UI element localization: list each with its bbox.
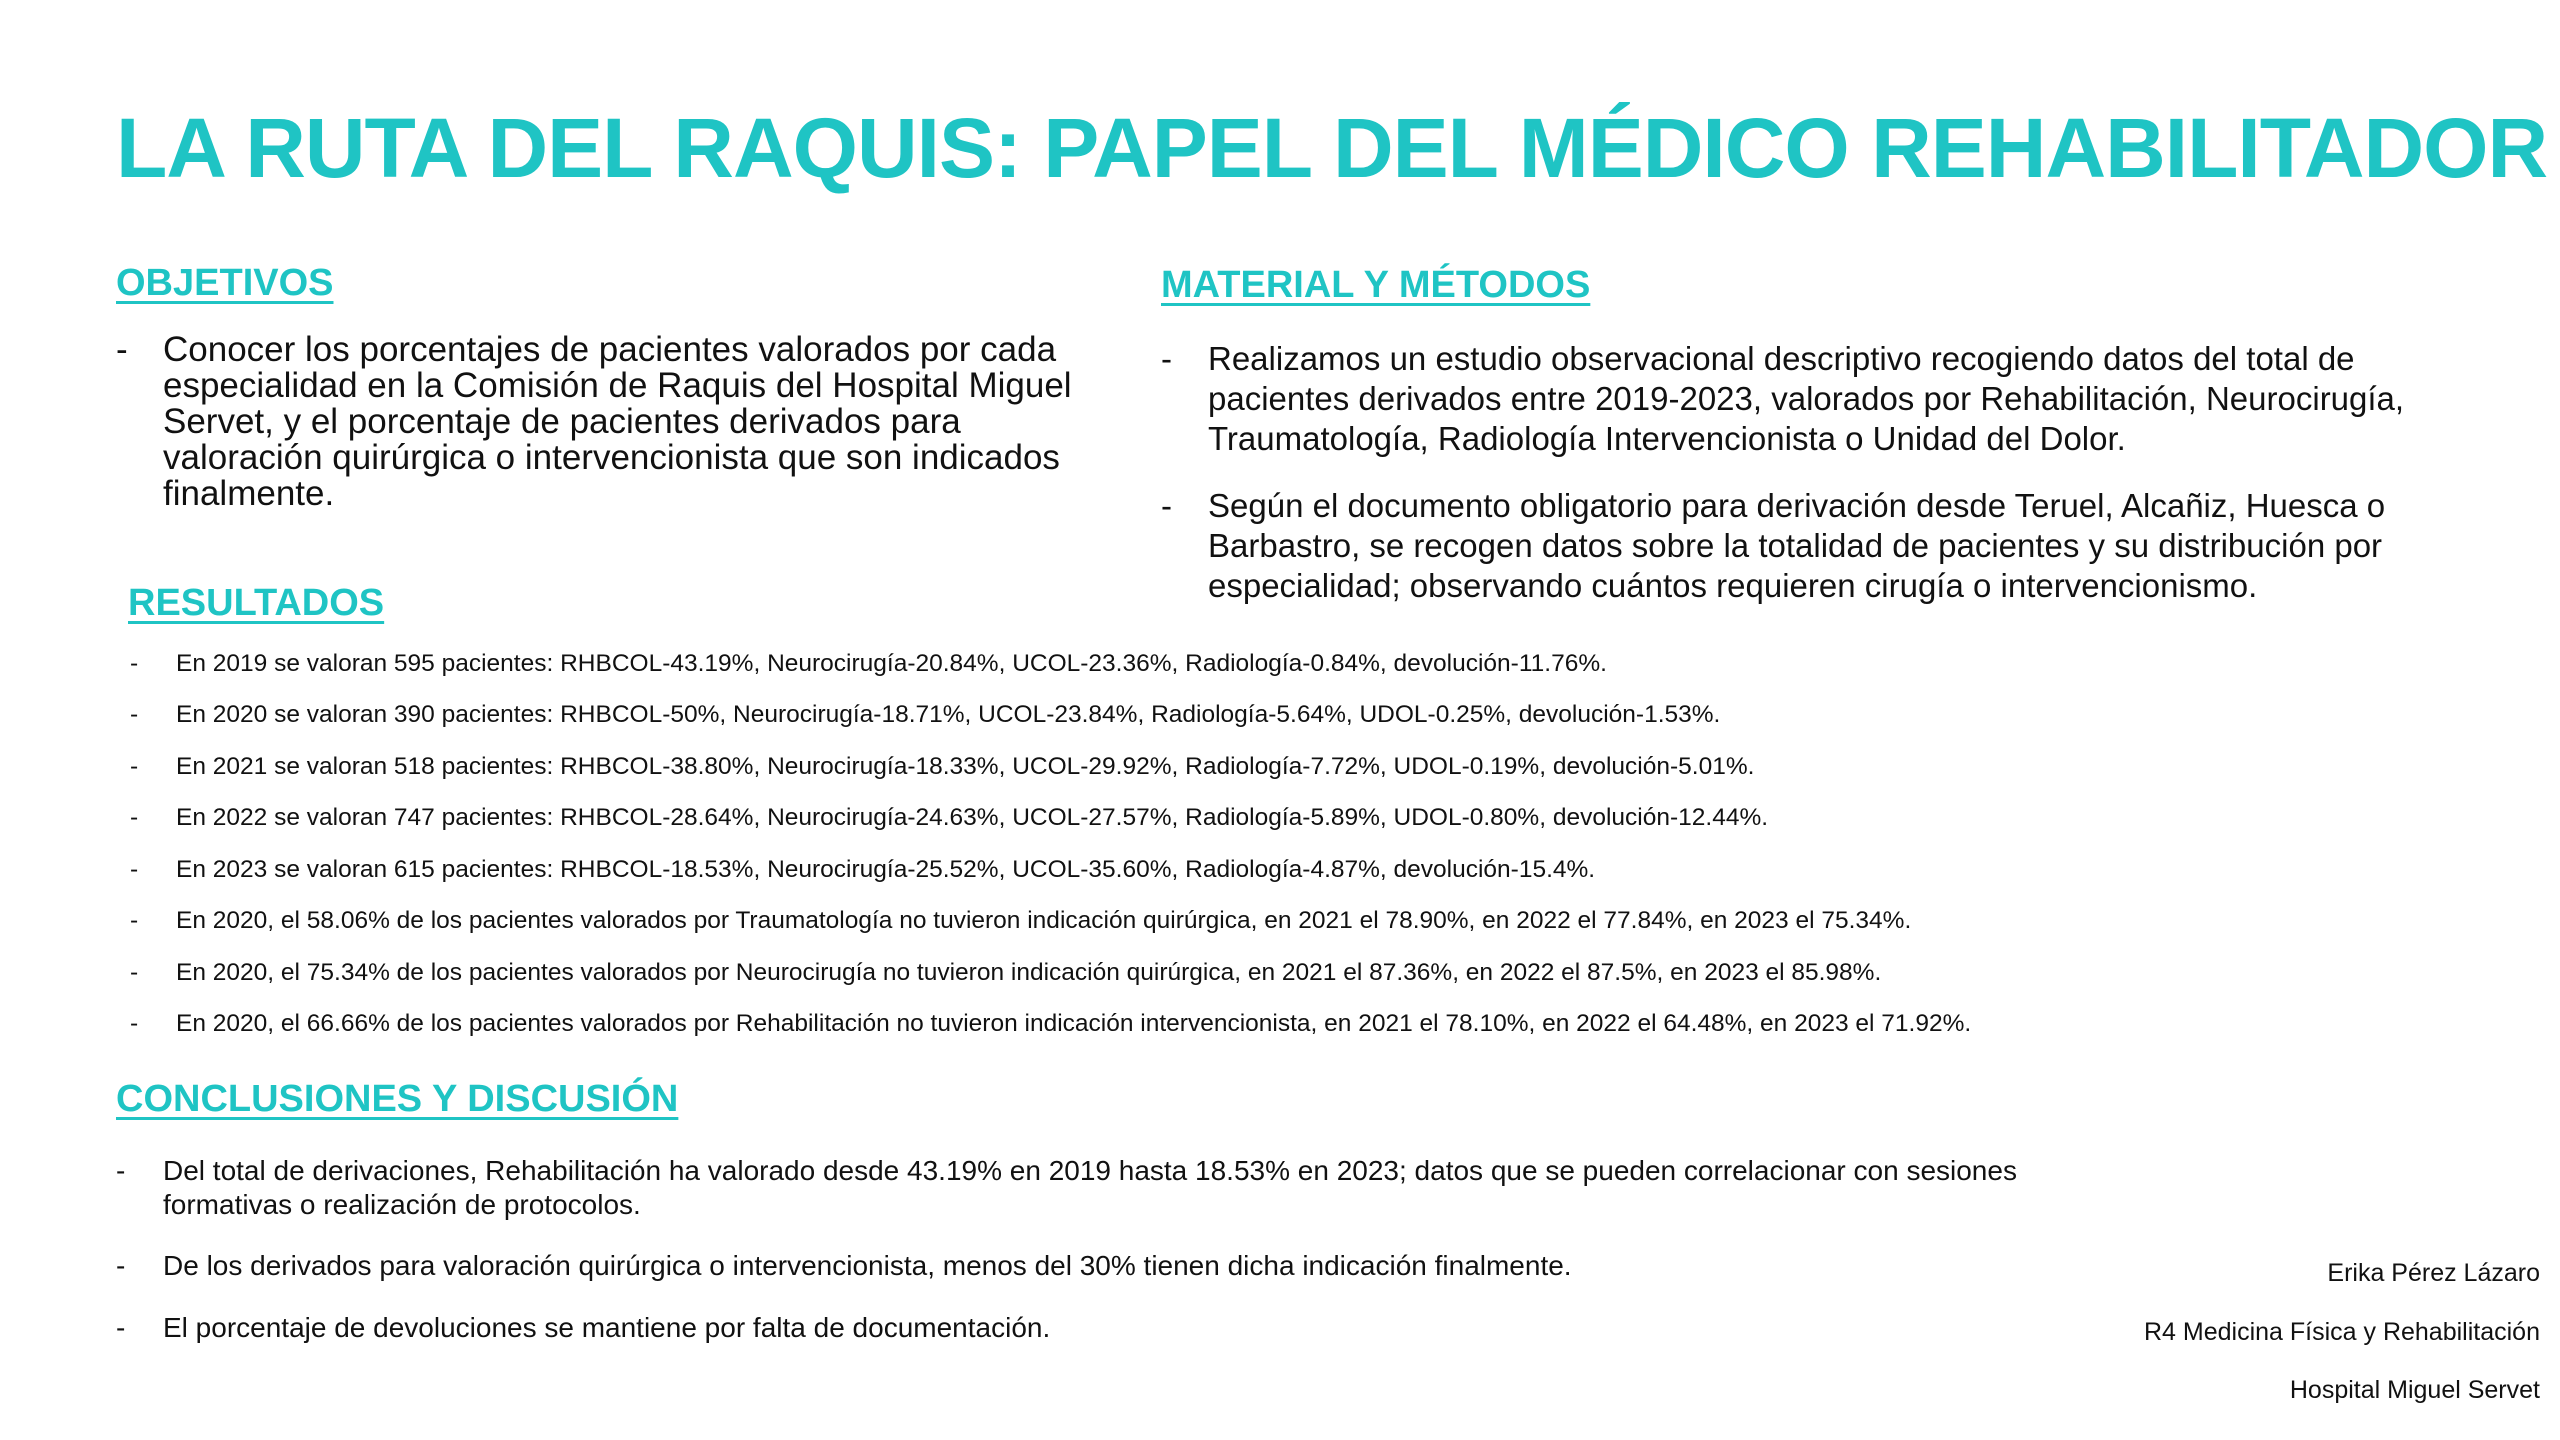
author-name: Erika Pérez Lázaro xyxy=(2327,1259,2540,1287)
bullet-dash: - xyxy=(116,1155,126,1186)
resultados-text: En 2020, el 75.34% de los pacientes valorados por Neurocirugía no tuvieron indicación quirúrgica, en 2021 el 87.36%, en 2022 el 87.5%, en 2023 el 85.98%. xyxy=(176,959,1882,986)
bullet-dash: - xyxy=(130,1010,139,1037)
objetivos-text: Conocer los porcentajes de pacientes valorados por cada especialidad en la Comisión de Raquis del Hospital Miguel Servet, y el porcentaje de pacientes derivados para valoración quirúrgica o intervencionista que son indicados finalmente. xyxy=(163,330,1072,513)
page-title: LA RUTA DEL RAQUIS: PAPEL DEL MÉDICO REHABILITADOR xyxy=(116,101,2548,195)
conclusiones-item xyxy=(116,1249,2096,1283)
objetivos-heading: OBJETIVOS xyxy=(116,262,334,304)
metodos-item xyxy=(1161,339,2471,459)
resultados-text: En 2021 se valoran 518 pacientes: RHBCOL-38.80%, Neurocirugía-18.33%, UCOL-29.92%, Radiología-7.72%, UDOL-0.19%, devolución-5.01%. xyxy=(176,753,1755,780)
bullet-dash: - xyxy=(130,856,139,883)
author-hospital: Hospital Miguel Servet xyxy=(2289,1376,2540,1404)
resultados-item xyxy=(130,701,1720,729)
bullet-dash: - xyxy=(130,959,139,986)
resultados-text: En 2020, el 58.06% de los pacientes valorados por Traumatología no tuvieron indicación quirúrgica, en 2021 el 78.90%, en 2022 el 77.84%, en 2023 el 75.34%. xyxy=(176,907,1912,934)
resultados-heading: RESULTADOS xyxy=(128,582,385,624)
bullet-dash: - xyxy=(130,907,139,934)
bullet-dash: - xyxy=(130,701,139,728)
bullet-dash: - xyxy=(116,1250,126,1281)
conclusiones-text: Del total de derivaciones, Rehabilitación ha valorado desde 43.19% en 2019 hasta 18.53% en 2023; datos que se pueden correlacionar con sesiones formativas o realización de protocolos. xyxy=(163,1155,2017,1220)
resultados-text: En 2022 se valoran 747 pacientes: RHBCOL-28.64%, Neurocirugía-24.63%, UCOL-27.57%, Radiología-5.89%, UDOL-0.80%, devolución-12.44%. xyxy=(176,804,1769,831)
bullet-dash: - xyxy=(116,330,128,369)
resultados-item xyxy=(130,907,1911,935)
resultados-item xyxy=(130,804,1768,832)
resultados-text: En 2019 se valoran 595 pacientes: RHBCOL-43.19%, Neurocirugía-20.84%, UCOL-23.36%, Radiología-0.84%, devolución-11.76%. xyxy=(176,650,1607,677)
bullet-dash: - xyxy=(116,1312,126,1343)
conclusiones-text: El porcentaje de devoluciones se mantiene por falta de documentación. xyxy=(163,1312,1051,1343)
bullet-dash: - xyxy=(1161,487,1172,524)
bullet-dash: - xyxy=(130,650,139,677)
resultados-item xyxy=(130,753,1754,781)
bullet-dash: - xyxy=(1161,340,1172,377)
resultados-item xyxy=(130,959,1881,987)
conclusiones-item xyxy=(116,1154,2096,1222)
resultados-item xyxy=(130,1010,1971,1038)
objetivos-item xyxy=(116,332,1116,512)
author-role: R4 Medicina Física y Rehabilitación xyxy=(2143,1318,2540,1346)
metodos-text: Según el documento obligatorio para derivación desde Teruel, Alcañiz, Huesca o Barbastro, se recogen datos sobre la totalidad de pacientes y su distribución por especialidad; observando cuántos requieren cirugía o intervencionismo. xyxy=(1208,487,2386,604)
metodos-text: Realizamos un estudio observacional descriptivo recogiendo datos del total de pacientes derivados entre 2019-2023, valorados por Rehabilitación, Neurocirugía, Traumatología, Radiología Intervencionista o Unidad del Dolor. xyxy=(1208,340,2405,457)
bullet-dash: - xyxy=(130,804,139,831)
resultados-item xyxy=(130,650,1607,678)
metodos-heading: MATERIAL Y MÉTODOS xyxy=(1161,264,1591,306)
resultados-text: En 2023 se valoran 615 pacientes: RHBCOL-18.53%, Neurocirugía-25.52%, UCOL-35.60%, Radiología-4.87%, devolución-15.4%. xyxy=(176,856,1596,883)
resultados-text: En 2020, el 66.66% de los pacientes valorados por Rehabilitación no tuvieron indicación intervencionista, en 2021 el 78.10%, en 2022 el 64.48%, en 2023 el 71.92%. xyxy=(176,1010,1972,1037)
resultados-text: En 2020 se valoran 390 pacientes: RHBCOL-50%, Neurocirugía-18.71%, UCOL-23.84%, Radiología-5.64%, UDOL-0.25%, devolución-1.53%. xyxy=(176,701,1721,728)
bullet-dash: - xyxy=(130,753,139,780)
conclusiones-item xyxy=(116,1311,2096,1345)
conclusiones-text: De los derivados para valoración quirúrgica o intervencionista, menos del 30% tienen dicha indicación finalmente. xyxy=(163,1250,1572,1281)
resultados-item xyxy=(130,856,1595,884)
metodos-item xyxy=(1161,486,2471,606)
conclusiones-heading: CONCLUSIONES Y DISCUSIÓN xyxy=(116,1078,679,1120)
